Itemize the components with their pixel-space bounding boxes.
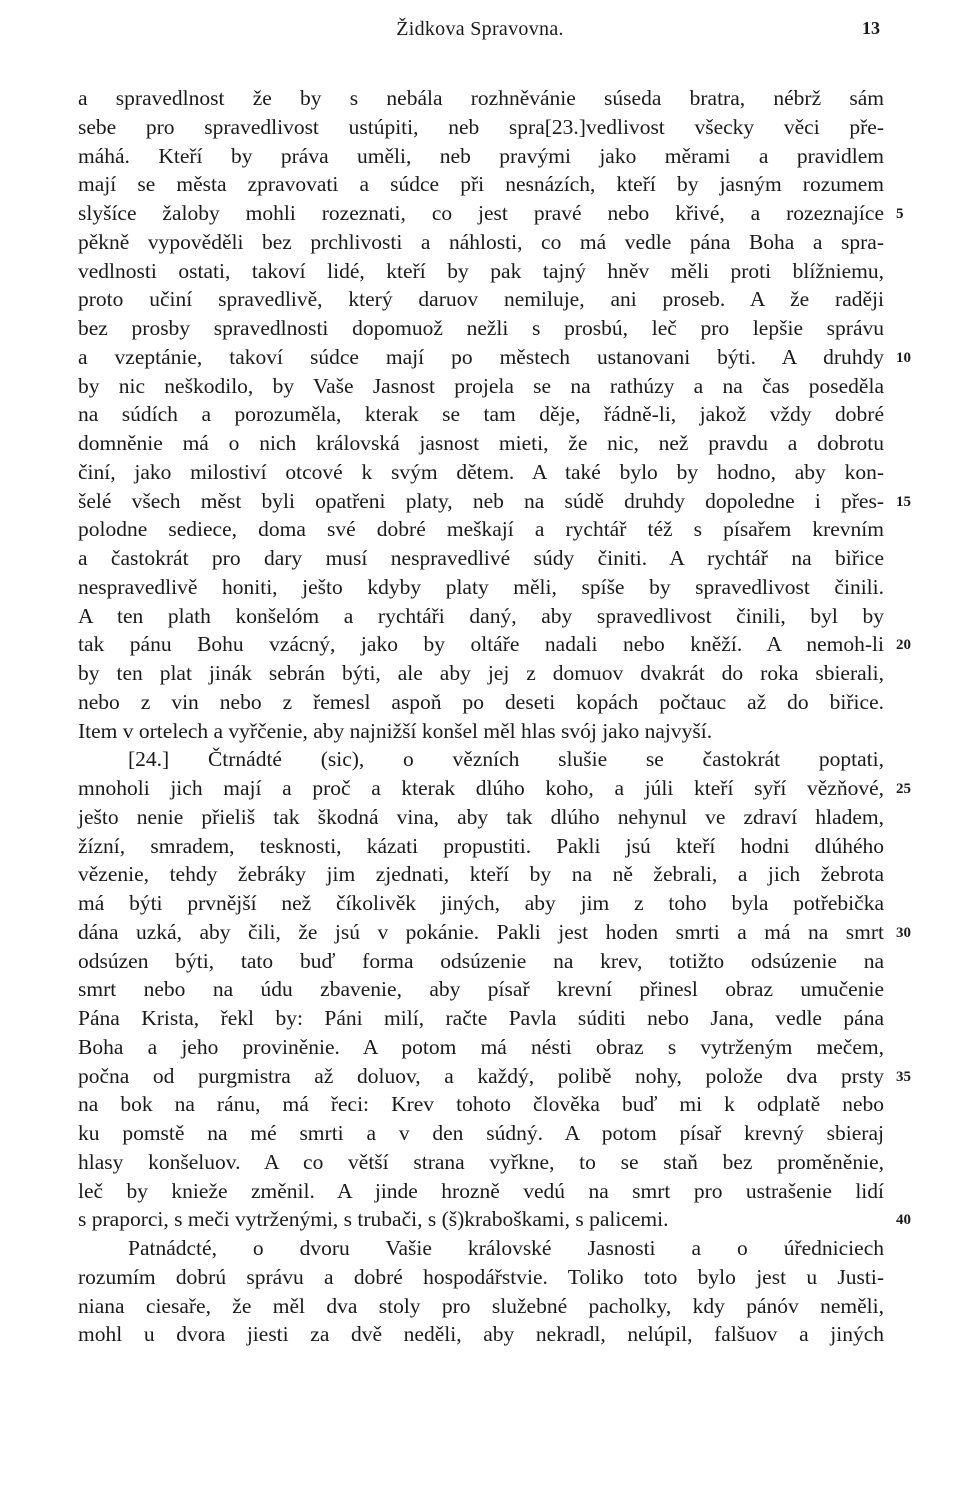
text-line: a spravedlnost že by s nebála rozhněvánie súseda bratra, nébrž sám	[78, 86, 884, 110]
text-line: A ten plath konšelóm a rychtáři daný, aby spravedlivost činili, byl by	[78, 603, 884, 628]
line-number: 15	[896, 493, 911, 510]
text-line: proto učiní spravedlivě, který daruov nemiluje, ani proseb. A že raději	[78, 287, 884, 312]
text-line: by nic neškodilo, by Vaše Jasnost projela se na rathúzy a na čas poseděla	[78, 373, 884, 398]
text-line: pěkně vypověděli bez prchlivosti a náhlosti, co má vedle pána Boha a spra-	[78, 229, 884, 254]
text-line: domněnie má o nich královská jasnost mieti, že nic, než pravdu a dobrotu	[78, 431, 884, 455]
text-line: tak pánu Bohu vzácný, jako by oltáře nadali nebo kněží. A nemoh-li 20	[78, 630, 884, 659]
text-line: má býti prvnější než číkolivěk jiných, aby jim z toho byla potřebička	[78, 891, 884, 915]
text-line: na súdích a porozuměla, kterak se tam děje, řádně-li, jakož vždy dobré	[78, 402, 884, 427]
line-number: 10	[896, 349, 911, 366]
text-line: sebe pro spravedlivost ustúpiti, neb spra[23.]vedlivost všecky věci pře-	[78, 114, 884, 139]
text-line: slyšíce žaloby mohli rozeznati, co jest pravé nebo křivé, a rozeznajíce 5	[78, 199, 884, 228]
running-title: Židkova Spravovna.	[396, 18, 564, 40]
section-heading-line: Patnádcté, o dvoru Vašie královské Jasnosti a o úředniciech	[128, 1236, 884, 1260]
text-line: vedlnosti ostati, takoví lidé, kteří by pak tajný hněv měli proti blížniemu,	[78, 258, 884, 283]
text-line: bez prosby spravedlnosti dopomuož nežli s prosbú, leč pro lepšie správu	[78, 316, 884, 340]
text-line: odsúzen býti, tato buď forma odsúzenie na krev, totižto odsúzenie na	[78, 948, 884, 973]
text-line: a častokrát pro dary musí nespravedlivé súdy činiti. A rychtář na biřice	[78, 546, 884, 570]
text-line: žízní, smradem, tesknosti, kázati propustiti. Pakli jsú kteří hodni dlúhého	[78, 833, 884, 858]
section-heading-line: [24.] Čtrnádté (sic), o vězních slušie se častokrát poptati,	[128, 747, 884, 772]
line-number: 30	[896, 924, 911, 941]
text-line: mnoholi jich mají a proč a kterak dlúho koho, a júli kteří syří vězňové, 25	[78, 774, 884, 803]
text-line: a vzeptánie, takoví súdce mají po městech ustanovani býti. A druhdy 10	[78, 343, 884, 372]
text-line: smrt nebo na údu zbavenie, aby písař krevní přinesl obraz umučenie	[78, 977, 884, 1002]
text-line: šelé všech měst byli opatřeni platy, neb na súdě druhdy dopoledne i přes- 15	[78, 487, 884, 516]
text-line: dána uzká, aby čili, že jsú v pokánie. Pakli jest hoden smrti a má na smrt 30	[78, 918, 884, 947]
text-line: Pána Krista, řekl by: Páni milí, račte Pavla súditi nebo Jana, vedle pána	[78, 1006, 884, 1030]
text-line: polodne sediece, doma své dobré meškají a rychtář též s písařem krevním	[78, 517, 884, 542]
text-line: Boha a jeho proviněnie. A potom má nésti obraz s vytrženým mečem,	[78, 1034, 884, 1059]
line-number: 5	[896, 206, 904, 222]
text-line: hlasy konšeluov. A co větší strana vyřkne, to se staň bez proměněnie,	[78, 1149, 884, 1174]
text-line: mají se města zpravovati a súdce při nesnázích, kteří by jasným rozumem	[78, 172, 884, 197]
text-line: niana ciesaře, že měl dva stoly pro služebné pacholky, kdy pánóv neměli,	[78, 1293, 884, 1318]
line-number: 40	[896, 1212, 911, 1229]
page-number: 13	[862, 18, 880, 38]
text-line: by ten plat jinák sebrán býti, ale aby jej z domuov dvakrát do roka sbierali,	[78, 661, 884, 685]
text-line: mohl u dvora jiesti za dvě neděli, aby nekradl, nelúpil, falšuov a jiných	[78, 1322, 884, 1347]
text-line: leč by knieže změnil. A jinde hrozně vedú na smrt pro ustrašenie lidí	[78, 1178, 884, 1203]
text-line: počna od purgmistra až doluov, a každý, polibě nohy, polože dva prsty 35	[78, 1062, 884, 1091]
text-line: činí, jako milostiví otcové k svým dětem. A také bylo by hodno, aby kon-	[78, 459, 884, 484]
line-number: 20	[896, 637, 911, 654]
text-line: nebo z vin nebo z řemesl aspoň po deseti kopách počtauc až do biřice.	[78, 689, 884, 714]
running-head	[0, 18, 960, 48]
text-line: ješto nenie přieliš tak škodná vina, aby tak dlúho nehynul ve zdraví hladem,	[78, 804, 884, 829]
text-line: vězenie, tehdy žebráky jim zjednati, kteří by na ně žebrali, a jich žebrota	[78, 862, 884, 887]
text-line: máhá. Kteří by práva uměli, neb pravými jako měrami a pravidlem	[78, 143, 884, 168]
text-line: ku pomstě na mé smrti a v den súdný. A potom písař krevný sbieraj	[78, 1121, 884, 1145]
body-text	[78, 84, 911, 1349]
line-number: 25	[896, 781, 911, 797]
text-line: rozumím dobrú správu a dobré hospodářstvie. Toliko toto bylo jest u Justi-	[78, 1264, 884, 1289]
line-number: 35	[896, 1068, 911, 1085]
text-line: na bok na ránu, má řeci: Krev tohoto člověka buď mi k odplatě nebo	[78, 1092, 884, 1117]
text-line: Item v ortelech a vyřčenie, aby najnižší konšel měl hlas svój jako najvyší.	[78, 718, 713, 743]
text-line: nespravedlivě honiti, ješto kdyby platy měli, spíše by spravedlivost činili.	[78, 574, 884, 599]
text-line: s praporci, s meči vytrženými, s trubači, s (š)kraboškami, s palicemi. 40	[78, 1205, 884, 1234]
